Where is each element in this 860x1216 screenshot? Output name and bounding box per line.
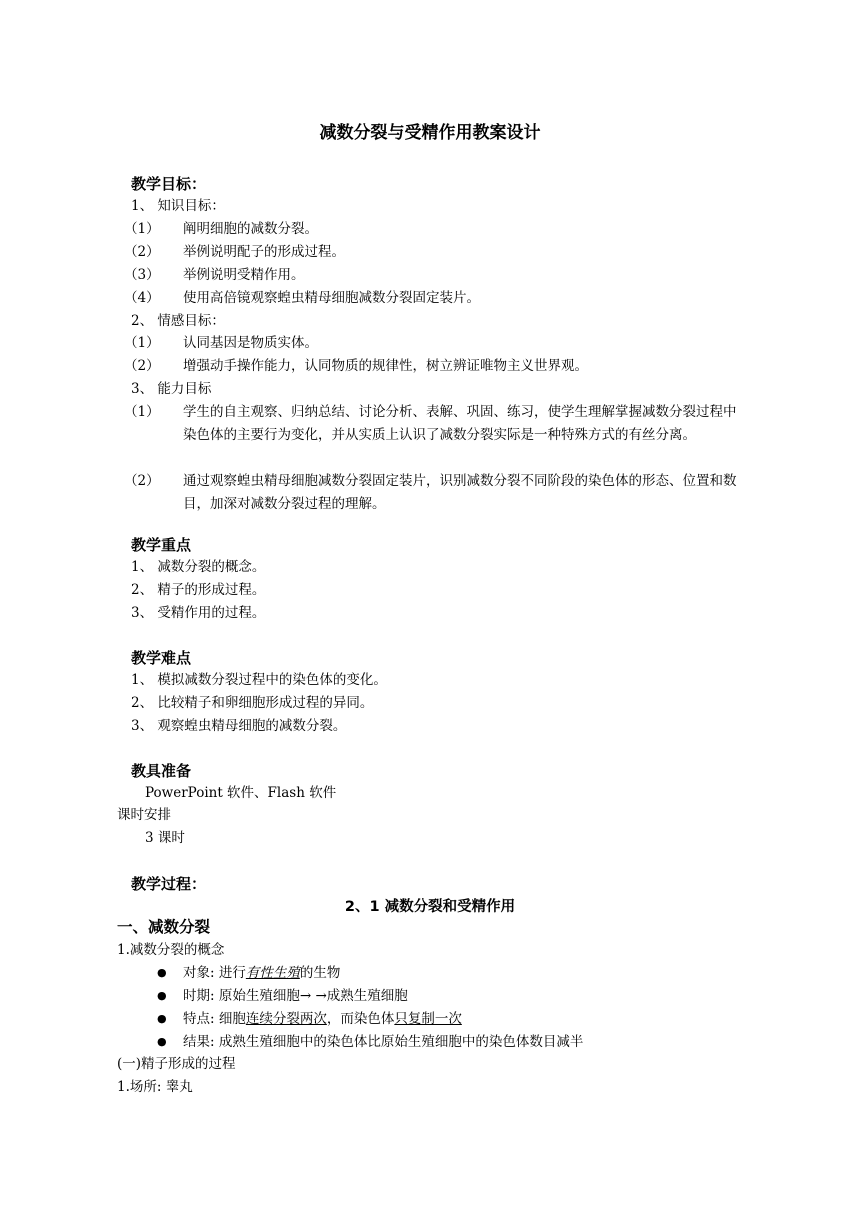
sperm-formation-label: (一)精子形成的过程 bbox=[117, 1056, 236, 1072]
ability-label: 3、 能力目标 bbox=[131, 381, 212, 397]
bullet-feature: 特点: 细胞连续分裂两次，而染色体只复制一次 bbox=[183, 1011, 462, 1027]
process-subtitle: 2、1 减数分裂和受精作用 bbox=[344, 899, 516, 915]
bullet-icon: ● bbox=[157, 966, 167, 979]
keypoint-item-3: 3、 受精作用的过程。 bbox=[131, 605, 266, 621]
concept-label: 1.减数分裂的概念 bbox=[117, 942, 225, 958]
keypoint-item-2: 2、 精子的形成过程。 bbox=[131, 582, 266, 598]
bullet-result: 结果: 成熟生殖细胞中的染色体比原始生殖细胞中的染色体数目减半 bbox=[183, 1034, 584, 1050]
knowledge-num-4: （4） bbox=[124, 290, 160, 306]
knowledge-item-3: 举例说明受精作用。 bbox=[183, 267, 305, 283]
bullet-time: 时期: 原始生殖细胞→ →成熟生殖细胞 bbox=[183, 988, 408, 1004]
section-title: 一、减数分裂 bbox=[117, 918, 211, 936]
knowledge-item-4: 使用高倍镜观察蝗虫精母细胞减数分裂固定装片。 bbox=[183, 290, 480, 306]
schedule-value: 3 课时 bbox=[145, 830, 185, 846]
difficulties-heading: 教学难点 bbox=[131, 649, 192, 667]
underlined-term: 有性生殖 bbox=[245, 965, 300, 981]
bullet-object: 对象: 进行有性生殖的生物 bbox=[183, 965, 341, 981]
difficulty-item-1: 1、 模拟减数分裂过程中的染色体的变化。 bbox=[131, 672, 387, 688]
knowledge-num-3: （3） bbox=[124, 267, 160, 283]
knowledge-item-1: 阐明细胞的减数分裂。 bbox=[183, 221, 318, 237]
bullet-icon: ● bbox=[157, 1012, 167, 1025]
ability-item-2: 通过观察蝗虫精母细胞减数分裂固定装片，识别减数分裂不同阶段的染色体的形态、位置和数目，加深对减数分裂过程的理解。 bbox=[183, 473, 737, 512]
bullet-icon: ● bbox=[157, 989, 167, 1002]
difficulty-item-3: 3、 观察蝗虫精母细胞的减数分裂。 bbox=[131, 718, 347, 734]
process-heading: 教学过程： bbox=[131, 875, 207, 893]
knowledge-label: 1、 知识目标： bbox=[131, 198, 225, 214]
location-label: 1.场所: 睾丸 bbox=[117, 1079, 193, 1095]
difficulty-item-2: 2、 比较精子和卵细胞形成过程的异同。 bbox=[131, 695, 374, 711]
keypoints-heading: 教学重点 bbox=[131, 536, 192, 554]
goals-heading: 教学目标： bbox=[131, 175, 207, 193]
knowledge-item-2: 举例说明配子的形成过程。 bbox=[183, 244, 345, 260]
emotion-num-1: （1） bbox=[124, 335, 160, 351]
knowledge-num-1: （1） bbox=[124, 221, 160, 237]
document-title: 减数分裂与受精作用教案设计 bbox=[319, 123, 541, 143]
underlined-term: 只复制一次 bbox=[394, 1011, 462, 1027]
ability-item-1: 学生的自主观察、归纳总结、讨论分析、表解、巩固、练习，使学生理解掌握减数分裂过程中染色体的主要行为变化，并从实质上认识了减数分裂实际是一种特殊方式的有丝分离。 bbox=[183, 404, 737, 443]
emotion-item-2: 增强动手操作能力，认同物质的规律性，树立辨证唯物主义世界观。 bbox=[183, 358, 588, 374]
keypoint-item-1: 1、 减数分裂的概念。 bbox=[131, 559, 266, 575]
knowledge-num-2: （2） bbox=[124, 244, 160, 260]
schedule-label: 课时安排 bbox=[117, 807, 171, 823]
tools-heading: 教具准备 bbox=[131, 762, 192, 780]
emotion-num-2: （2） bbox=[124, 358, 160, 374]
emotion-label: 2、 情感目标： bbox=[131, 313, 225, 329]
ability-num-1: （1） bbox=[124, 404, 160, 420]
ability-num-2: （2） bbox=[124, 473, 160, 489]
bullet-icon: ● bbox=[157, 1035, 167, 1048]
emotion-item-1: 认同基因是物质实体。 bbox=[183, 335, 318, 351]
underlined-term: 连续分裂两次 bbox=[245, 1011, 327, 1027]
tools-software: PowerPoint 软件、Flash 软件 bbox=[145, 785, 337, 801]
